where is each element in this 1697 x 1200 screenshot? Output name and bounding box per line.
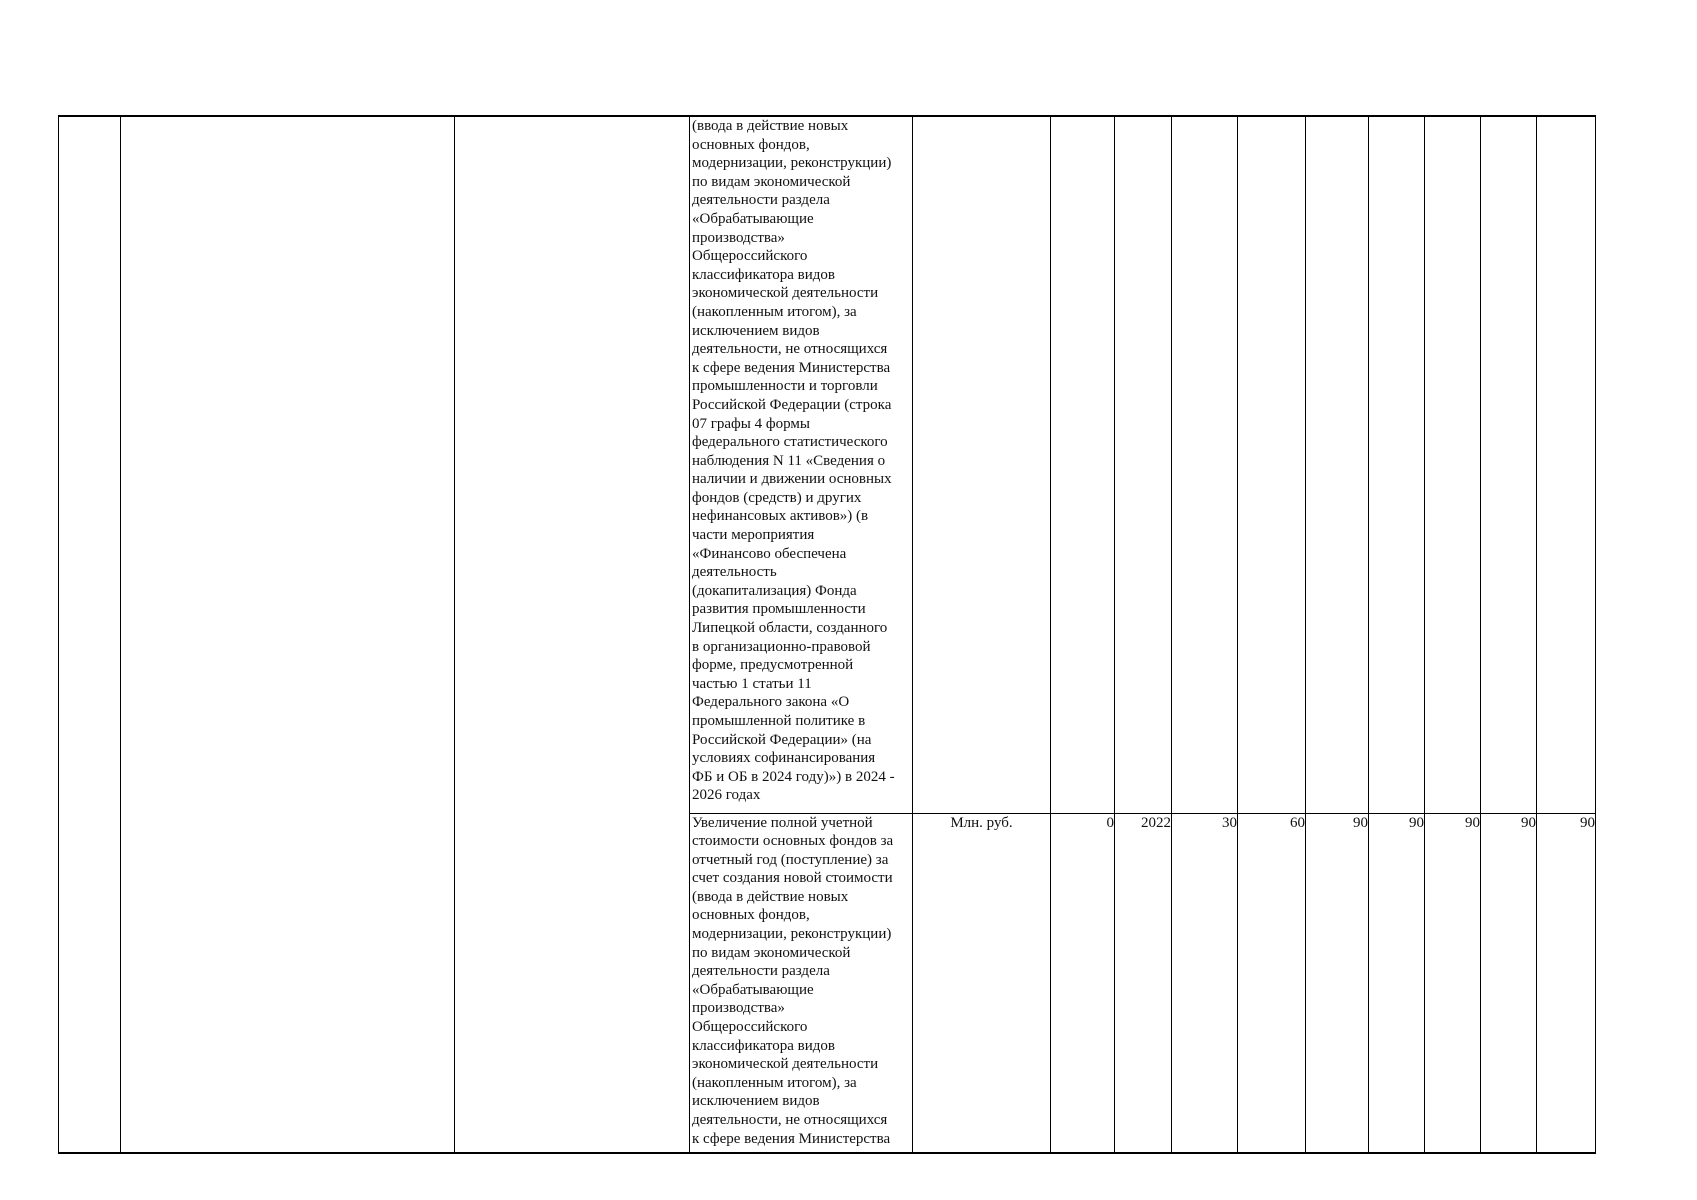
value-text: 90 bbox=[1409, 814, 1424, 831]
value-cell bbox=[1306, 116, 1369, 813]
value-cell bbox=[1481, 813, 1537, 1153]
indicators-table bbox=[58, 115, 1596, 1154]
value-cell bbox=[1369, 116, 1425, 813]
value-cell bbox=[1306, 813, 1369, 1153]
program-name-cell bbox=[121, 116, 455, 1153]
value-text: 90 bbox=[1353, 814, 1368, 831]
value-cell bbox=[1172, 116, 1238, 813]
value-cell bbox=[1369, 813, 1425, 1153]
value-text: 30 bbox=[1222, 814, 1237, 831]
value-text: 90 bbox=[1521, 814, 1536, 831]
indicator-name-cell bbox=[690, 116, 913, 813]
value-text: 90 bbox=[1465, 814, 1480, 831]
base-year-cell bbox=[1115, 813, 1172, 1153]
base-value-cell bbox=[1051, 116, 1115, 813]
value-text: 90 bbox=[1580, 814, 1595, 831]
executor-cell bbox=[455, 116, 690, 1153]
indicator-name-text: (ввода в действие новых основных фондов, модернизации, реконструкции) по видам экономической деятельности раздела «Обрабатывающие производства» Общероссийского классификатора видов экономической деятельности (накопленным итогом), за исключением видов деятельности, не относящихся к сфере ведения Министерства промышленности и торговли Российской Федерации (строка 07 графы 4 формы федерального статистического наблюдения N 11 «Сведения о наличии и движении основных фондов (средств) и других нефинансовых активов») (в части мероприятия «Финансово обеспечена деятельность (докапитализация) Фонда развития промышленности Липецкой области, созданного в организационно-правовой форме, предусмотренной частью 1 статьи 11 Федерального закона «О промышленной политике в Российской Федерации» (на условиях софинансирования ФБ и ОБ в 2024 году)») в 2024 - 2026 годах bbox=[692, 118, 895, 804]
value-cell bbox=[1172, 813, 1238, 1153]
value-cell bbox=[1238, 116, 1306, 813]
unit-cell bbox=[913, 813, 1051, 1153]
value-cell bbox=[1537, 116, 1596, 813]
base-year-text: 2022 bbox=[1141, 814, 1171, 831]
unit-text: Млн. руб. bbox=[950, 814, 1013, 831]
value-cell bbox=[1481, 116, 1537, 813]
value-text: 60 bbox=[1290, 814, 1305, 831]
base-year-cell bbox=[1115, 116, 1172, 813]
base-value-cell bbox=[1051, 813, 1115, 1153]
indicator-name-cell bbox=[690, 813, 913, 1153]
value-cell bbox=[1537, 813, 1596, 1153]
value-cell bbox=[1425, 116, 1481, 813]
value-cell bbox=[1425, 813, 1481, 1153]
base-value-text: 0 bbox=[1106, 814, 1114, 831]
table-row bbox=[59, 116, 1596, 813]
value-cell bbox=[1238, 813, 1306, 1153]
unit-cell bbox=[913, 116, 1051, 813]
indicator-name-text: Увеличение полной учетной стоимости основных фондов за отчетный год (поступление) за счет создания новой стоимости (ввода в действие новых основных фондов, модернизации, реконструкции) по видам экономической деятельности раздела «Обрабатывающие производства» Общероссийского классификатора видов экономической деятельности (накопленным итогом), за исключением видов деятельности, не относящихся к сфере ведения Министерства bbox=[692, 814, 894, 1147]
number-cell bbox=[59, 116, 121, 1153]
